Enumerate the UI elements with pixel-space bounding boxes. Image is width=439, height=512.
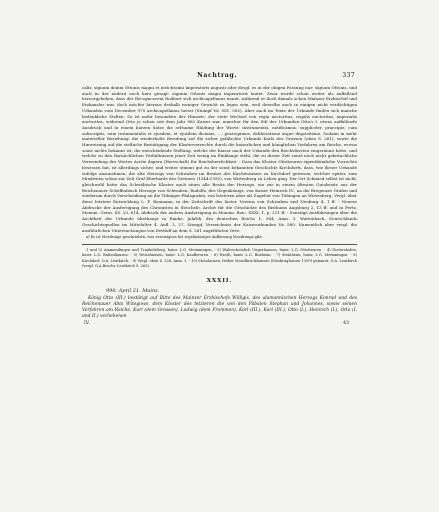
running-header xyxy=(92,72,355,79)
footer-signature-right: 43 xyxy=(343,321,349,327)
page-footer xyxy=(82,321,357,326)
summary-text: König Otto (III.) bestätigt auf Bitte des Mainzer Erzbischofs Willigis, des alamannischen Herzogs Konrad und des Reichenauer Abts Witegowo, dem Kloster des letzteren die von den Päbsten Stephan und Johannes, sowie seinen Vorfahren am Reiche, Karl (dem Grossen), Ludwig (dem Frommen), Karl (III.), Karl (III.), Otto (I.), Heinrich (I.), Otto (I. und II.) verliehenen xyxy=(82,296,357,320)
footnote-line: 1 und 2) Ammendingen und Trunkelsberg, baier. L.G. Memmingen. - 3) Wahrscheinlich Ungerhausen, baier. L.G. Ottobeuren. - 4) Dietershofen, baier. L.G. Babenhausen. - 5) Weisshausen, baier. L.G. Kaufbeuren. - 6) Westh, baier. L.G. Buxheim. - 7) Steinheim, baier. L.G. Memmingen. - 8) Kirchdorf, O.A. Leutkirch. - 9) Vergl. oben S. 328, Anm. 1. - 10) Mosolausen, früher Mosolbruckhausen (Mosbruglausen 1399) genannt, O.A. Leutkirch (vergl. O.A.Beschr. Leutkirch S. 263). xyxy=(82,248,357,268)
footer-signature-left: IV. xyxy=(84,321,90,327)
header-title: Nachtrag. xyxy=(197,72,238,79)
section-number: XXXII. xyxy=(206,278,233,285)
page-number: 337 xyxy=(342,72,355,79)
footnote-divider xyxy=(82,244,357,245)
body-text xyxy=(82,85,357,233)
body-paragraph: calis: signum domni Ottonis magni et invictissimi imperatoris augusti oder desgl. es in der obigen Fassung nur: signum Ottonis, und auch in der andern noch kurz gesagt: signum Ottonis magni imperatoris lautet. Zwar wurde schon weiter als auffallend hervorgehoben, dass der Recognoscent Rodbert sich archicapellanus nennt, während er doch damals schon Mainzer Erzbischof und Erzkanzler war, doch möchte hieraus deshalb weniger Gewicht zu legen sein, weil derselbe auch in einigen nicht verdächtigen Urkunden vom December 975 archicapellanus heisst (Stumpf Nr. 581. 582). Aber auch im Texte der Urkunde finden sich manche bedenkliche Stellen. So ist mehr besonders der Hinweis: der stete Wechsel von regia auctoritas, regalis auctoritas, imperialis auctoritas, während Otto je schon seit dem Jahr 962 Kaiser war, mancher für den Stil der Urkunden Otto's I. etwas auffallende Ausdruck und in einem kurzen Satze die seltsame Häufung der Worte: instrumentis, notificamus, suppliciter, praecipie, cum subscriptis, eum testamentalis et ejusdem, et ejusdem dicimus, ..., praecipimus, deliberatione atque dispositione. Sodann in mehr materieller Beziehung: die wiederholte Berufung auf die sicher gefälschte Urkunde Karls des Grossen (oben S. 261), sowie die Hinweisung auf die vielfache Bestätigung der Klostervorrechte durch die kaiserlichen und königlichen Vorfahren am Reiche, wovon sonst nichts bekannt ist, die entscheidende Stellung, welche der Kaiser nach der Urkunde den Reichsfürsten eingeräumt hätte, und welche zu den thatsächlichen Verhältnissen jener Zeit wenig im Einklange steht, die zu dieser Zeit sonst noch nicht gebräuchliche Verwendung des Wortes Acrtie dapera (Herrschaft) für Reichsherrlichkeit. - Dass das Kloster Ottobeuren eigenthümliche Vorrechte besessen hat, ist allerdings sicher, und weiter stimmt gut zu der sonst bekannten Geschichte Kirchdorfs, dass, wie dieser Urkunde zufolge anzunehmen, die alte Herzogs von Schwaben im Besitze des Kirchensatzes zu Kirchdorf gewesen, welcher später, zum Mindesten schon zur Zeit Graf Eberhards des Greiners (1344-1392), von Wirtenberg zu Lehen ging. Der Ort Schmied selbst ist nicht, gleichwohl hatte das Schwäbische Kloster auch einen alle Besitz der Herzoge, ein zur in einem ältesten Gutsbesitz aus der Reichenauer Schöffenbuch Herzoge von Schwaben, Rudolfs, des Gegenkönigs, von Kaiser Heinrich IV., an die Bregenzer Grafen und wiederum durch Verschenkung an die Tübinger Pfalzgrafen, von letzteren aber als Zugehör von Tübingen an Wirtenberg. Vergl. über diese letztere Entwicklung L. F. Baumann, in der Zeitschrift des histor. Vereins von Schwaben und Neuburg 4, 1 ff. - Neuere Abdrucke der Ausfertigung des Chronisten in Steichele, Archiv für die Geschichte des Bisthums Augsburg 2, 13 ff. und in Pertz, Monum. Germ. SS. 23, 614, Abdruck der andern Ausfertigung in Monum. Boic. XXXI, 1, p. 211 ff. - Sonstige Ausführungen über die Aechtheit der Urkunde überhaupt in Ranke, Jahrbb. des deutschen Reichs 1, 364, Anm. 3. Wattenbach, Deutschlands Geschichtsquellen im Mittelalter 4. Aufl. 2, 27. Stumpf, Verzeichniss der Kaiserurkunden Nr. 580. Namentlich aber vergl. die ausführlichen Untersuchungen von Dettloff an dem S. 261 angeführten Orte. xyxy=(82,85,357,233)
numbered-footnotes xyxy=(82,248,357,269)
footnote-a: a) Es ist Mozdruige geschrieben, was vereinigens bei regelmässiger Auffassung Mozdrungs gibt. xyxy=(86,235,264,240)
charter-date-line: 990. April 21. Mainz. xyxy=(106,288,160,295)
charter-summary xyxy=(82,296,357,320)
